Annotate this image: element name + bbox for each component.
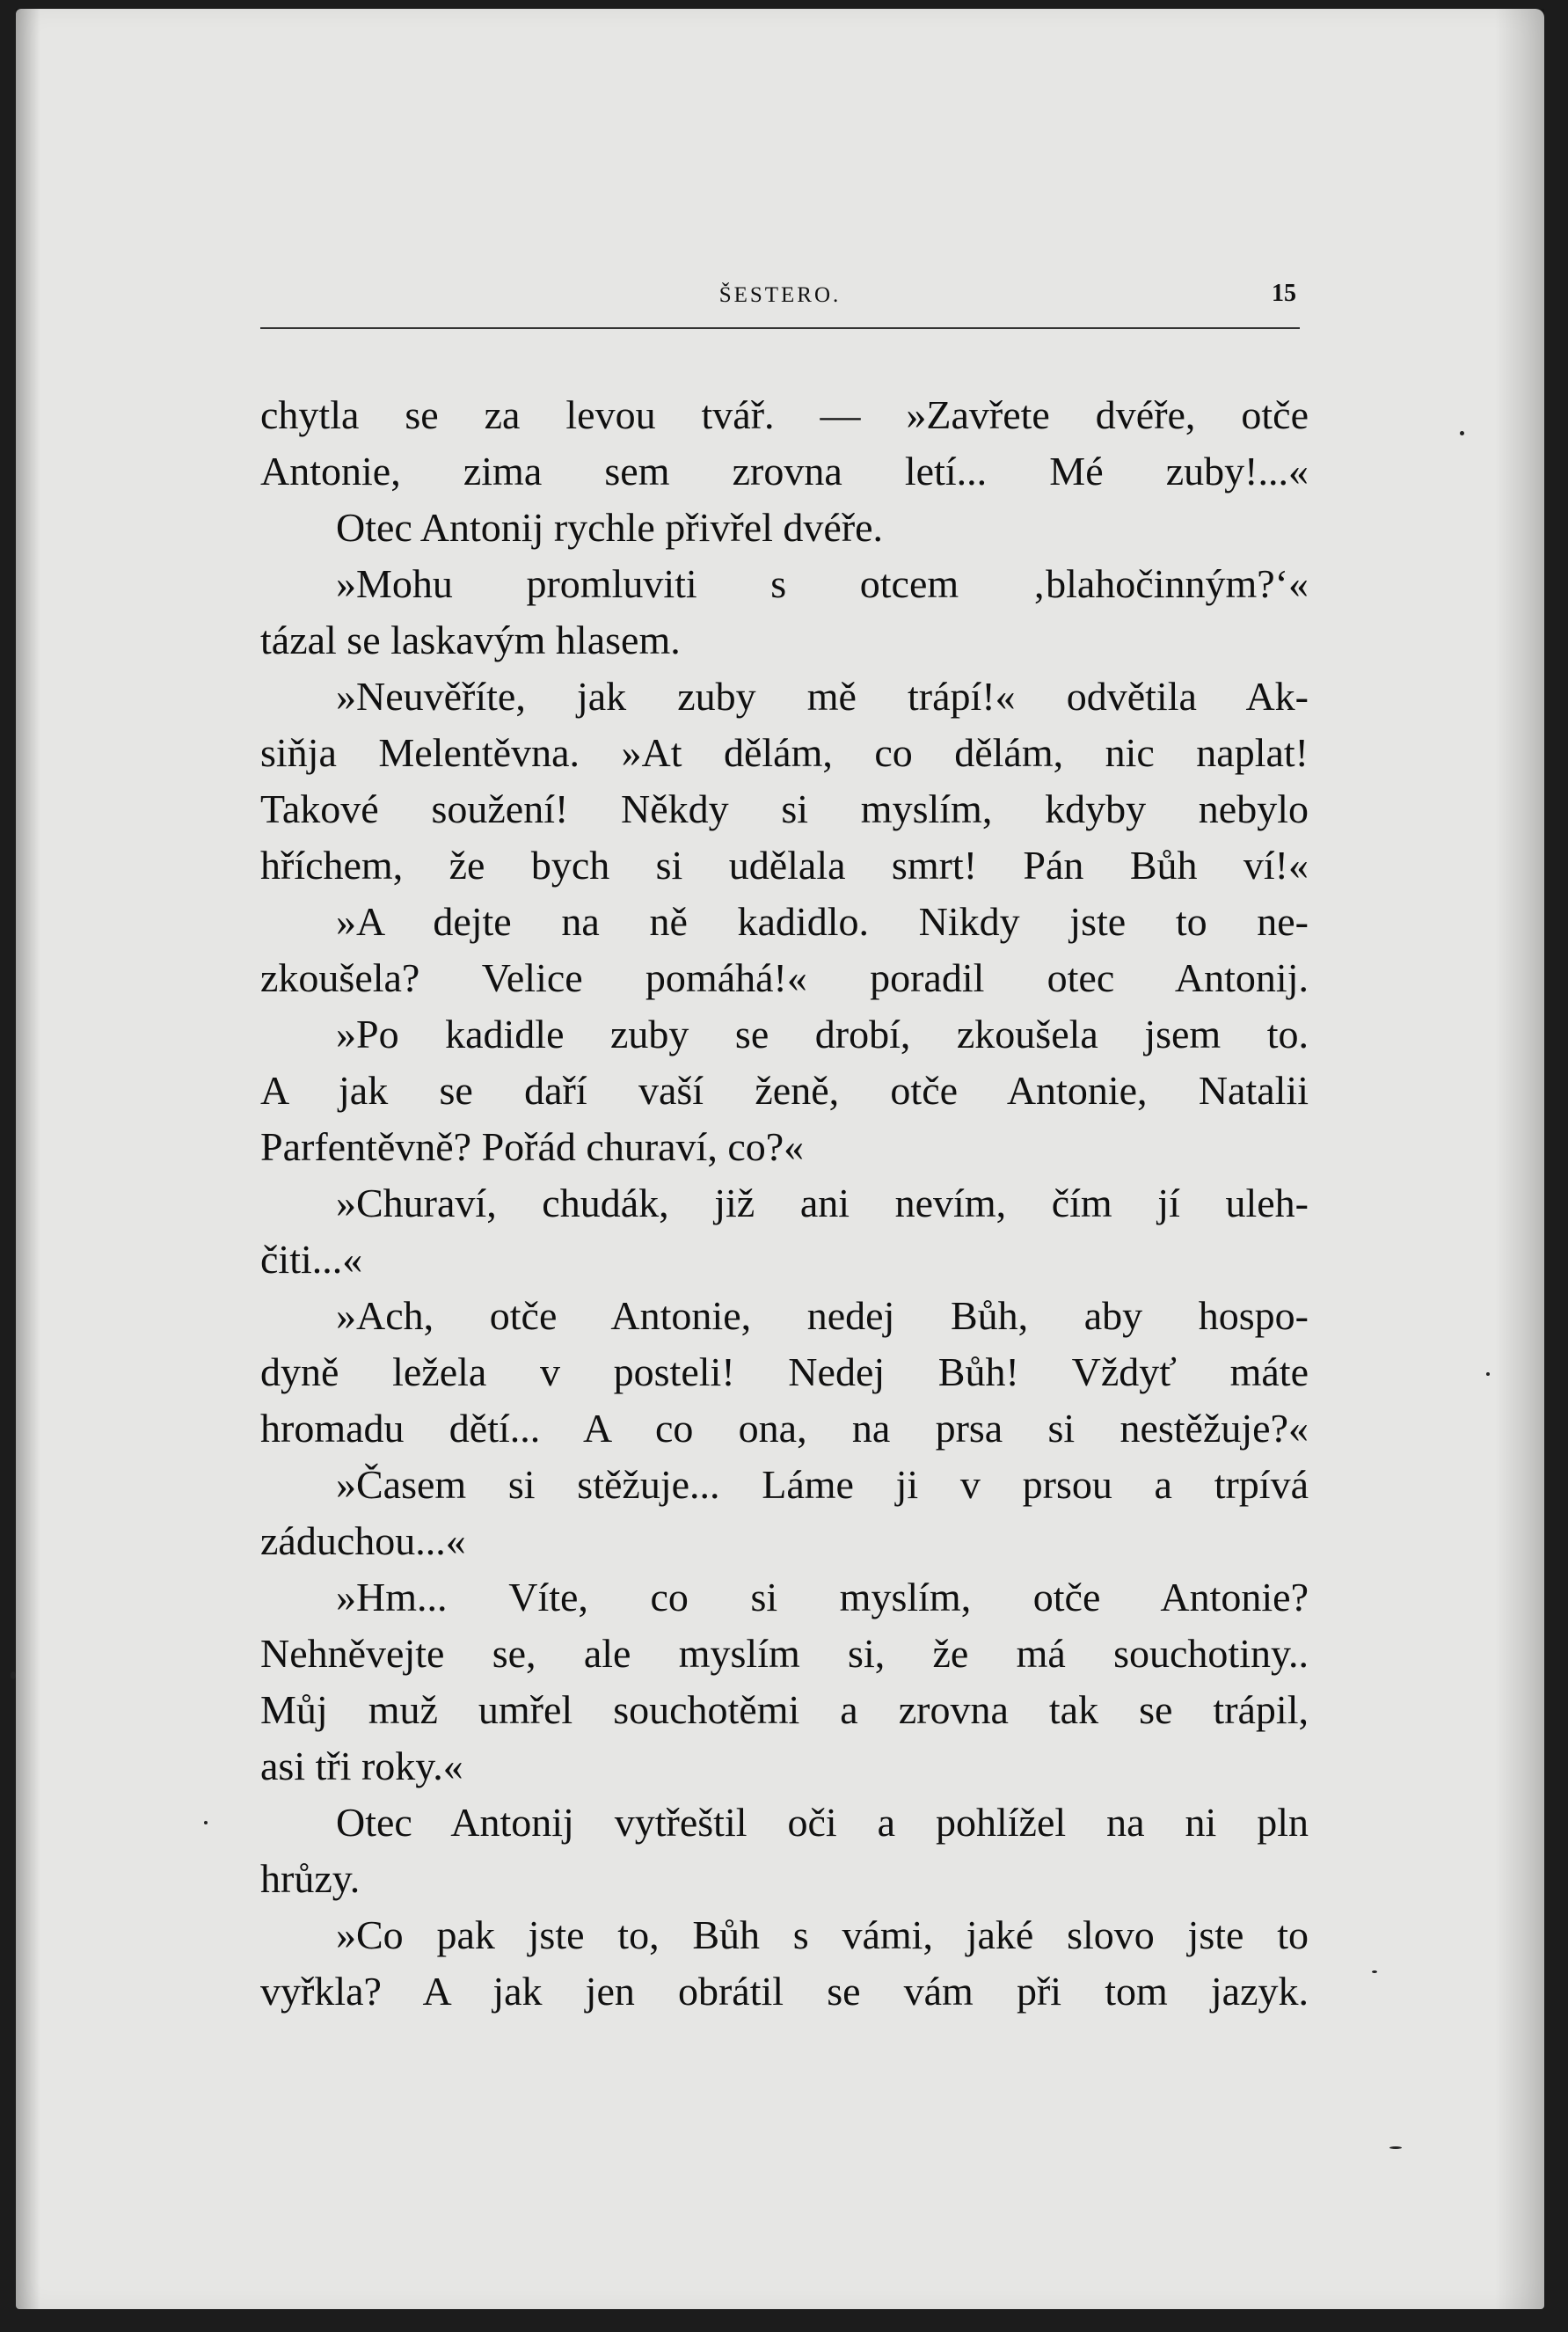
text-line: Parfentěvně? Pořád churaví, co?« [260,1124,805,1169]
text-line: hrůzy. [260,1856,361,1901]
page-header [260,280,1300,315]
text-line: Otec Antonij rychle přivřel dvéře. [336,505,884,550]
page-number: 15 [1272,280,1296,307]
text-line: »Hm... Víte, co si myslím, otče Antonie? [336,1575,1309,1619]
text-line: záduchou...« [260,1518,466,1563]
text-line: tázal se laskavým hlasem. [260,618,681,662]
text-line: Takové soužení! Někdy si myslím, kdyby nebylo [260,786,1309,831]
text-line: siňja Melentěvna. »At dělám, co dělám, nic naplat! [260,730,1309,775]
text-line: dyně ležela v posteli! Nedej Bůh! Vždyť máte [260,1349,1309,1394]
scan-speck [1389,2146,1402,2149]
text-line: zkoušela? Velice pomáhá!« poradil otec Antonij. [260,955,1309,1000]
scan-speck [11,1671,16,1679]
header-rule [260,327,1300,329]
scan-speck [1460,431,1464,435]
scan-speck [1486,1372,1490,1376]
text-line: Otec Antonij vytřeštil oči a pohlížel na ni pln [336,1800,1309,1845]
text-line: A jak se daří vaší ženě, otče Antonie, Natalii [260,1068,1309,1113]
text-line: hromadu dětí... A co ona, na prsa si nestěžuje?« [260,1406,1309,1451]
body-text [260,387,1309,2020]
text-line: »Neuvěříte, jak zuby mě trápí!« odvětila Ak- [336,674,1309,719]
text-line: asi tři roky.« [260,1744,463,1788]
text-line: »Ach, otče Antonie, nedej Bůh, aby hospo- [336,1293,1309,1338]
scan-speck [204,1821,208,1824]
text-line: chytla se za levou tvář. — »Zavřete dvéře, otče [260,392,1309,437]
text-line: Nehněvejte se, ale myslím si, že má souchotiny.. [260,1631,1309,1676]
text-line: Antonie, zima sem zrovna letí... Mé zuby!...« [260,449,1309,493]
text-line: hříchem, že bych si udělala smrt! Pán Bůh ví!« [260,843,1309,888]
text-line: Můj muž umřel souchotěmi a zrovna tak se trápil, [260,1687,1309,1732]
text-line: »Mohu promluviti s otcem ‚blahočinným?‘« [336,561,1309,606]
text-line: »Co pak jste to, Bůh s vámi, jaké slovo jste to [336,1912,1309,1957]
text-line: »Churaví, chudák, již ani nevím, čím jí uleh- [336,1181,1309,1225]
text-line: vyřkla? A jak jen obrátil se vám při tom jazyk. [260,1969,1309,2014]
text-line: »A dejte na ně kadidlo. Nikdy jste to ne- [336,899,1309,944]
running-title: ŠESTERO. [718,283,842,307]
text-line: »Po kadidle zuby se drobí, zkoušela jsem to. [336,1012,1309,1056]
text-line: čiti...« [260,1237,363,1282]
scan-speck [1372,1970,1377,1973]
gutter-shadow [16,9,40,2309]
edge-shadow [1495,9,1544,2309]
text-line: »Časem si stěžuje... Láme ji v prsou a trpívá [336,1462,1309,1507]
